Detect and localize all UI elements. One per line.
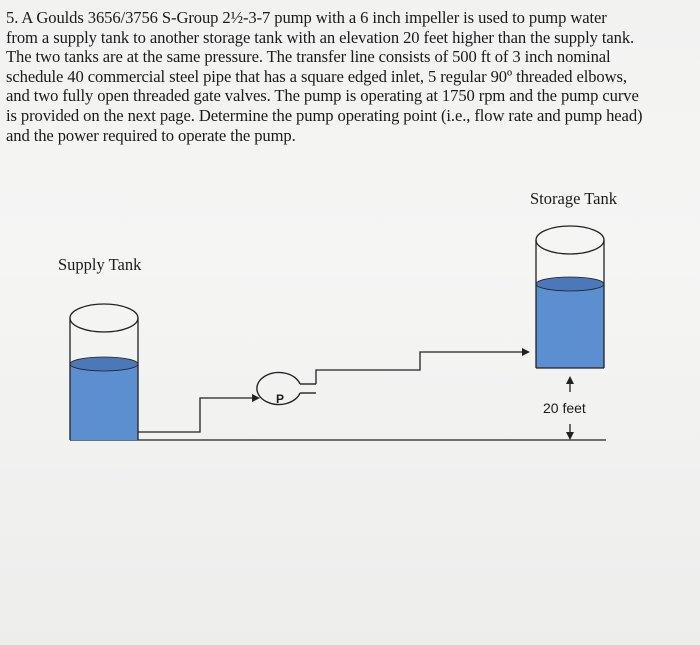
storage-tank-rim <box>536 226 604 254</box>
problem-line: 5. A Goulds 3656/3756 S-Group 2½-3-7 pump with a 6 inch impeller is used to pump water <box>6 8 607 27</box>
problem-line: schedule 40 commercial steel pipe that has a square edged inlet, 5 regular 90º threaded elbows, <box>6 66 627 86</box>
storage-tank-label: Storage Tank <box>530 189 617 208</box>
problem-line: from a supply tank to another storage tank with an elevation 20 feet higher than the supply tank. <box>6 27 635 47</box>
problem-line: The two tanks are at the same pressure. The transfer line consists of 500 ft of 3 inch nominal <box>6 47 611 67</box>
suction-pipe <box>138 398 258 432</box>
pump-label: P <box>276 392 285 406</box>
storage-tank <box>536 226 604 368</box>
problem-line: is provided on the next page. Determine the pump operating point (i.e., flow rate and pump head) <box>6 105 643 125</box>
supply-tank-rim <box>70 304 138 332</box>
discharge-pipe <box>316 352 528 384</box>
pump <box>257 373 316 407</box>
supply-tank-water-surface <box>70 357 138 371</box>
problem-line: and two fully open threaded gate valves. The pump is operating at 1750 rpm and the pump curve <box>6 86 639 106</box>
storage-tank-water-surface <box>536 277 604 291</box>
problem-line: and the power required to operate the pump. <box>6 125 296 145</box>
supply-tank-label: Supply Tank <box>58 255 142 274</box>
elevation-label: 20 feet <box>543 400 586 416</box>
supply-tank <box>70 304 138 440</box>
